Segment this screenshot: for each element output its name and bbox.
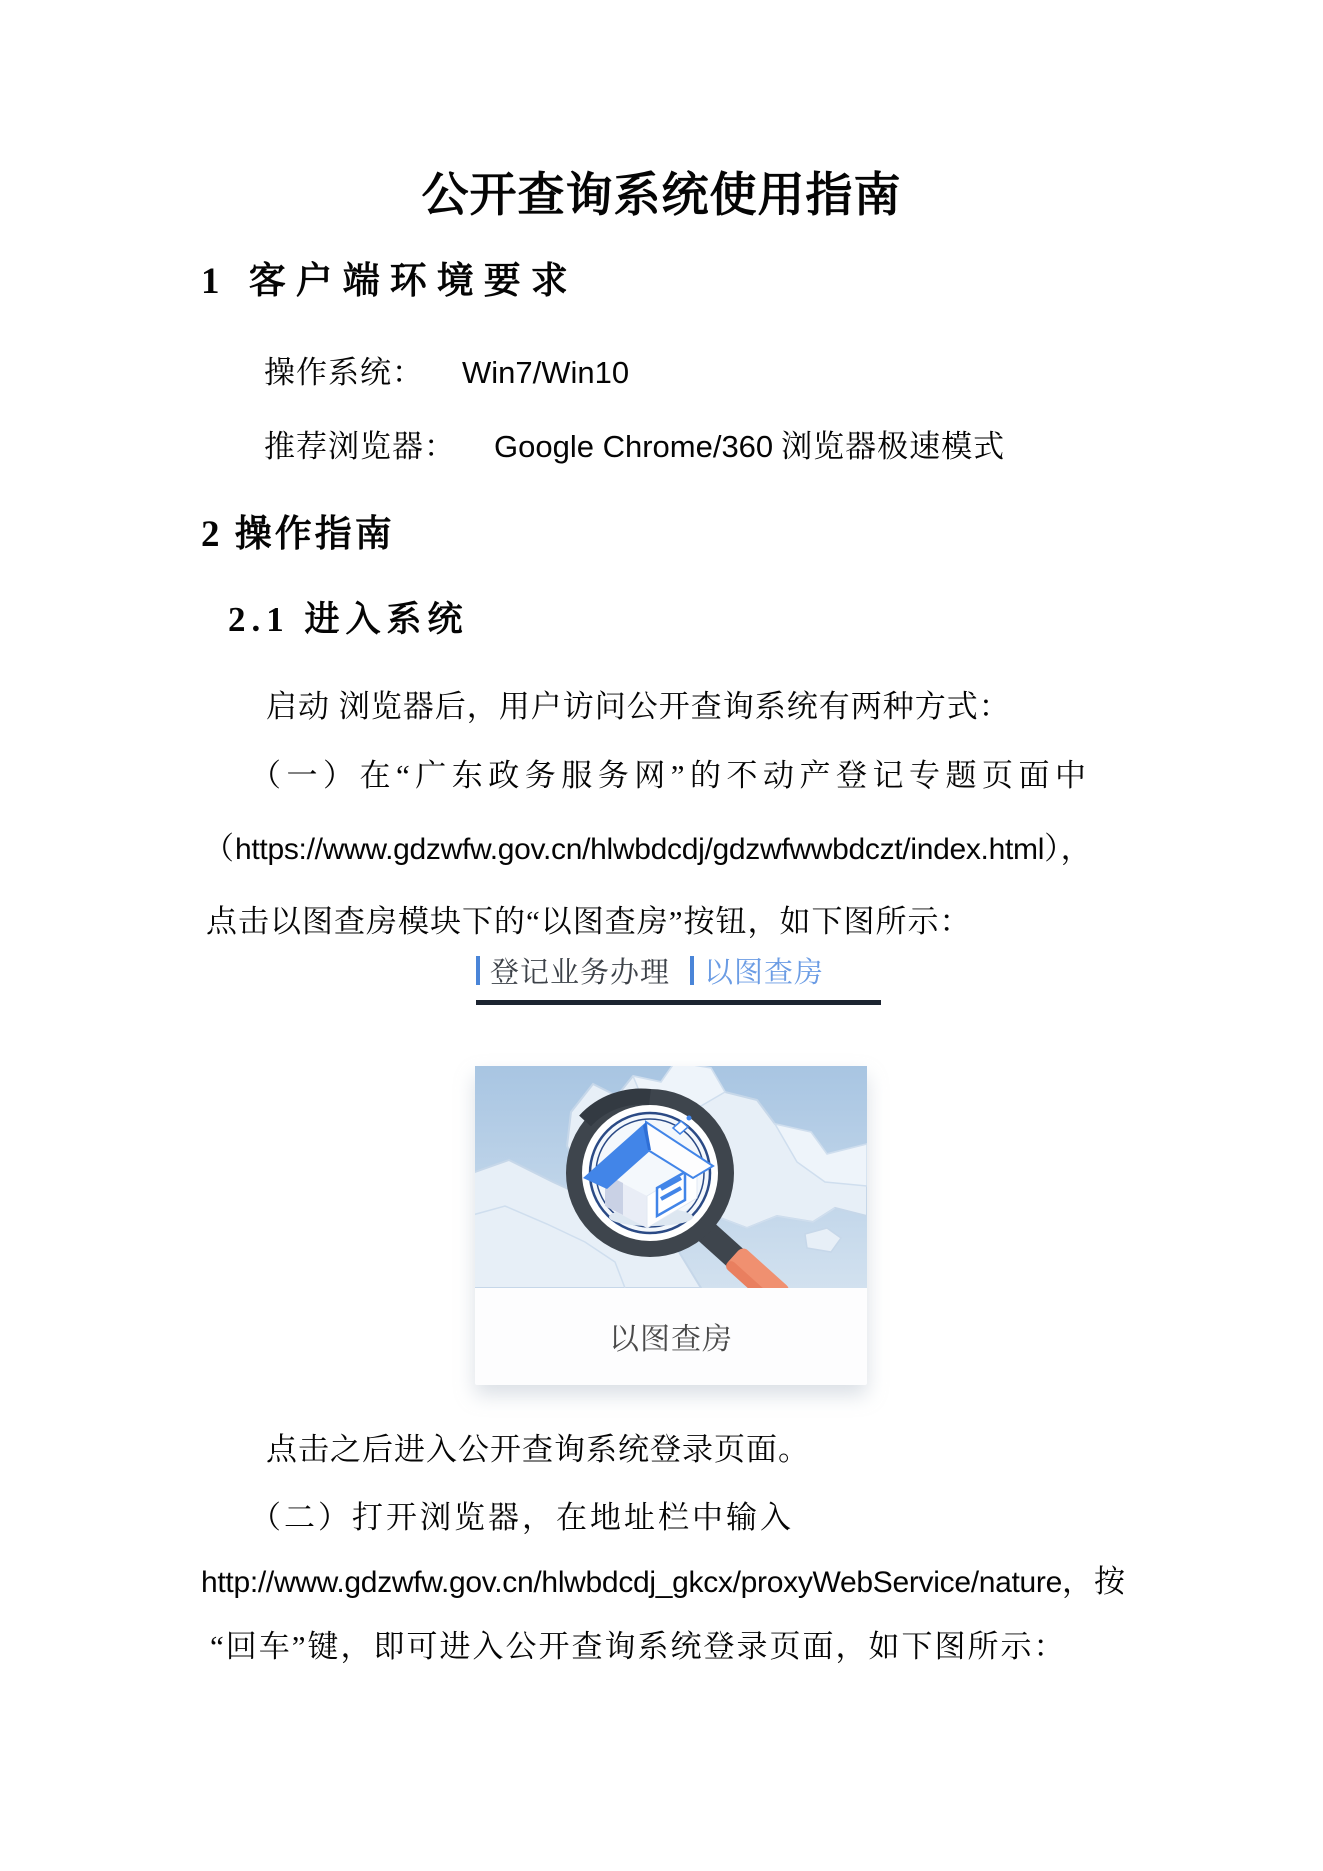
paragraph-intro: 启动 浏览器后，用户访问公开查询系统有两种方式： xyxy=(266,689,1011,724)
tab-marker-icon xyxy=(690,956,694,985)
screenshot-tab-map-search: 以图查房 xyxy=(704,956,825,989)
paragraph-click-button: 点击以图查房模块下的“以图查房”按钮，如下图所示： xyxy=(206,904,972,939)
os-label: 操作系统： xyxy=(264,355,424,390)
url2-suffix: ，按 xyxy=(1062,1564,1127,1599)
heading-enter-system: 2.1 进入系统 xyxy=(228,600,469,639)
browser-label: 推荐浏览器： xyxy=(264,429,456,464)
paragraph-press-enter: “回车”键，即可进入公开查询系统登录页面，如下图所示： xyxy=(210,1629,1067,1664)
screenshot-tab-registration: 登记业务办理 xyxy=(490,956,671,989)
paragraph-url2 xyxy=(201,1556,1126,1601)
heading-operation-guide: 2 操作指南 xyxy=(201,514,395,555)
url1-text: https://www.gdzwfw.gov.cn/hlwbdcdj/gdzwfwwbdczt/index.html xyxy=(235,833,1045,866)
screenshot-map-search-card xyxy=(475,1066,867,1385)
browser-value-latin: Google Chrome/360 xyxy=(494,429,774,464)
line-browser xyxy=(264,421,1005,466)
line-os xyxy=(264,347,629,392)
url1-open-bracket: （ xyxy=(203,831,235,866)
card-caption: 以图查房 xyxy=(609,1323,733,1356)
url1-close-bracket: ）， xyxy=(1044,831,1093,866)
browser-value-cjk: 浏览器极速模式 xyxy=(781,429,1006,464)
magnifier-house-map-illustration xyxy=(475,1066,867,1288)
tab-bar-underline xyxy=(476,1000,881,1005)
doc-title: 公开查询系统使用指南 xyxy=(421,170,902,222)
screenshot-tab-bar xyxy=(476,952,824,988)
paragraph-method2: （二）打开浏览器，在地址栏中输入 xyxy=(250,1500,794,1535)
heading-client-env: 1 客户端环境要求 xyxy=(201,261,578,302)
url2-text: http://www.gdzwfw.gov.cn/hlwbdcdj_gkcx/proxyWebService/nature xyxy=(201,1566,1063,1599)
paragraph-after-click: 点击之后进入公开查询系统登录页面。 xyxy=(266,1432,810,1467)
paragraph-url1 xyxy=(203,823,1093,868)
paragraph-method1: （一）在“广东政务服务网”的不动产登记专题页面中 xyxy=(250,758,1092,793)
os-value: Win7/Win10 xyxy=(462,355,630,390)
tab-marker-icon xyxy=(476,956,480,985)
